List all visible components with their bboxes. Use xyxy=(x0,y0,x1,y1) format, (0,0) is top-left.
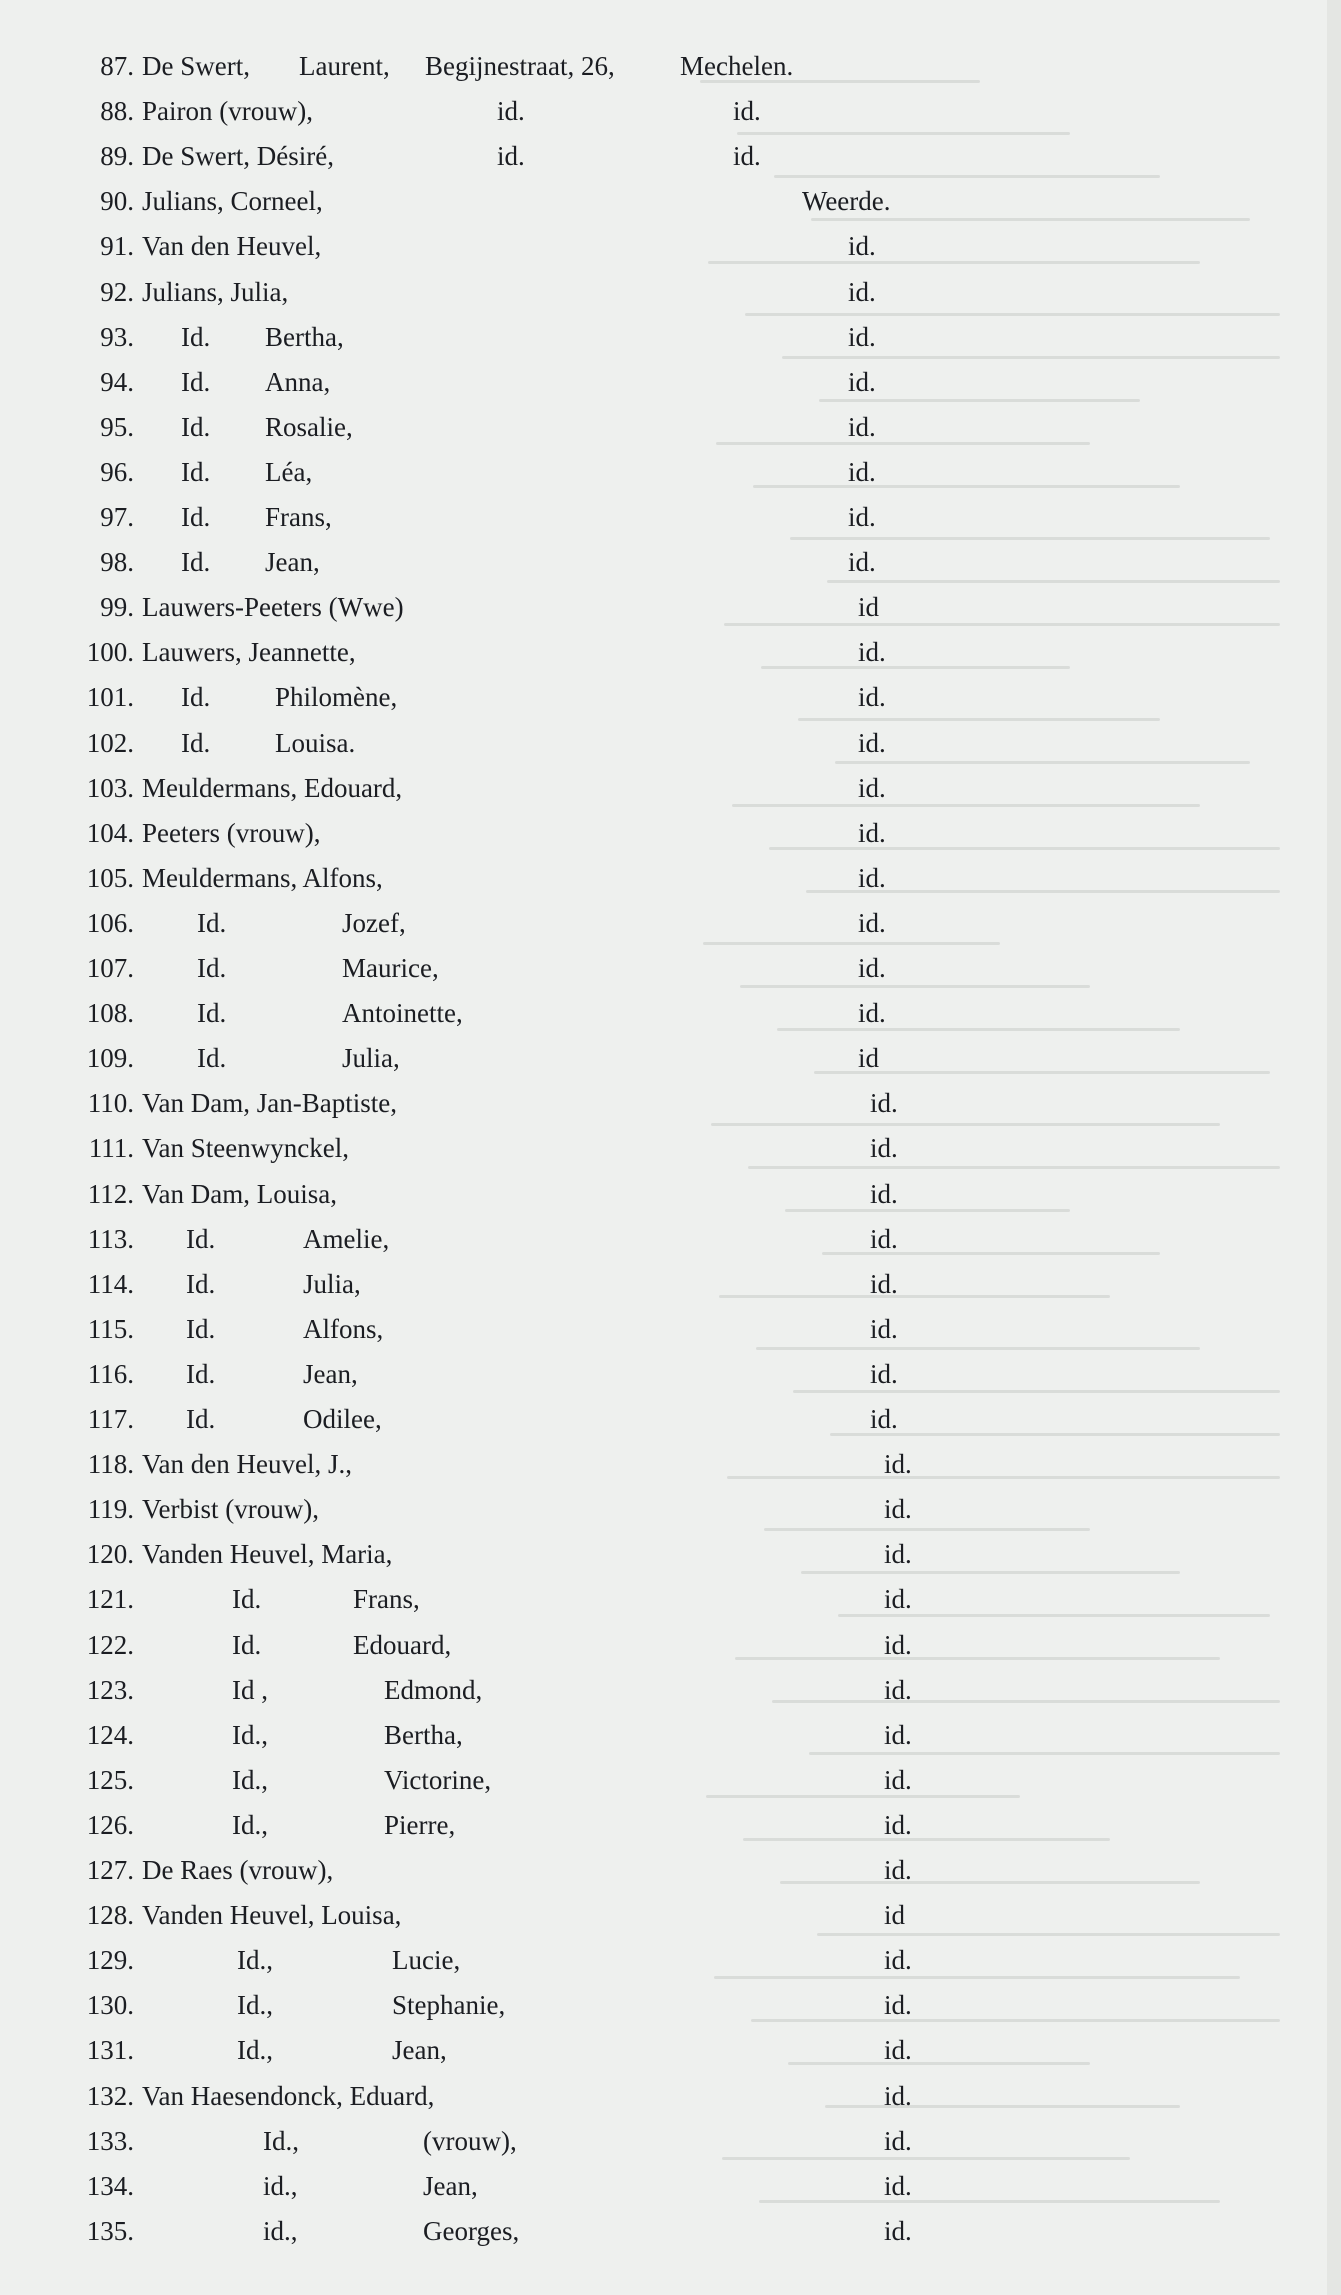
page-edge xyxy=(1327,0,1341,2295)
entry-place: id. xyxy=(870,1223,898,1254)
list-entry xyxy=(0,946,1341,990)
entry-number: 127. xyxy=(86,1855,134,1885)
entry-name: Lauwers-Peeters (Wwe) xyxy=(142,592,404,623)
entry-name: Vanden Heuvel, Maria, xyxy=(142,1539,393,1570)
list-entry xyxy=(0,901,1341,945)
entry-number: 134. xyxy=(86,2170,134,2201)
entry-place: id. xyxy=(858,862,886,893)
entry-name: Van den Heuvel, J., xyxy=(142,1449,352,1480)
entry-number: 125. xyxy=(86,1764,134,1795)
list-entry xyxy=(0,1713,1341,1757)
entry-name: Id. xyxy=(197,953,227,983)
entry-place: id. xyxy=(858,907,886,938)
entry-name: Vanden Heuvel, Louisa, xyxy=(142,1900,402,1931)
entry-name: Id. xyxy=(181,682,211,713)
list-entry xyxy=(0,1893,1341,1937)
entry-firstname: Victorine, xyxy=(384,1764,492,1795)
list-entry xyxy=(0,315,1341,359)
entry-firstname: Antoinette, xyxy=(342,998,463,1029)
list-entry xyxy=(0,1442,1341,1486)
entry-number: 95. xyxy=(100,411,134,442)
entry-name: Id. xyxy=(181,366,211,397)
list-entry xyxy=(0,1217,1341,1261)
entry-firstname: Frans, xyxy=(353,1584,420,1615)
entry-name: Pairon (vrouw), xyxy=(142,96,313,127)
entry-name: Id. xyxy=(181,411,211,442)
entry-place: id. xyxy=(848,547,876,578)
list-entry xyxy=(0,1983,1341,2027)
entry-place: id. xyxy=(858,817,886,848)
list-entry xyxy=(0,495,1341,539)
entry-place: id. xyxy=(870,1088,898,1119)
entry-number: 106. xyxy=(86,907,134,938)
entry-firstname: Léa, xyxy=(265,456,313,487)
entry-number: 89. xyxy=(100,141,134,172)
entry-place: id. xyxy=(884,2215,912,2246)
entry-place: Mechelen. xyxy=(680,51,794,81)
entry-number: 87. xyxy=(100,51,134,81)
list-entry xyxy=(0,721,1341,765)
entry-name: Id. xyxy=(197,998,227,1029)
entry-firstname: Louisa. xyxy=(275,727,356,758)
entry-place: id. xyxy=(848,321,876,352)
entry-name: Peeters (vrouw), xyxy=(142,817,321,848)
list-entry xyxy=(0,540,1341,584)
entry-number: 99. xyxy=(100,592,134,623)
list-entry xyxy=(0,1307,1341,1351)
entry-name: id., xyxy=(263,2170,298,2201)
entry-number: 129. xyxy=(86,1945,134,1976)
entry-firstname: Bertha, xyxy=(384,1719,463,1750)
list-entry xyxy=(0,1577,1341,1621)
list-entry xyxy=(0,1938,1341,1982)
entry-firstname: Georges, xyxy=(423,2215,520,2246)
entry-place: id. xyxy=(870,1133,898,1164)
entry-place: id. xyxy=(848,456,876,487)
entry-place: id. xyxy=(858,727,886,758)
entry-number: 88. xyxy=(100,96,134,127)
entry-place: Weerde. xyxy=(802,186,891,217)
entry-place: id. xyxy=(884,2170,912,2201)
entry-place: id. xyxy=(884,1945,912,1976)
entry-place: id. xyxy=(858,637,886,668)
list-entry xyxy=(0,675,1341,719)
entry-place: id. xyxy=(884,1629,912,1660)
entry-name: Id. xyxy=(186,1268,216,1299)
list-entry xyxy=(0,1397,1341,1441)
list-entry xyxy=(0,405,1341,449)
entry-name: Verbist (vrouw), xyxy=(142,1494,319,1525)
entry-name: Id. xyxy=(186,1223,216,1254)
entry-firstname: Rosalie, xyxy=(265,411,353,442)
list-entry xyxy=(0,1532,1341,1576)
entry-number: 122. xyxy=(86,1629,134,1660)
entry-name: Id. xyxy=(232,1584,262,1615)
entry-place: id. xyxy=(733,141,761,172)
entry-firstname: Jean, xyxy=(303,1358,358,1389)
entry-firstname: Maurice, xyxy=(342,953,439,983)
entry-name: Van Dam, Louisa, xyxy=(142,1178,337,1209)
list-entry xyxy=(0,1036,1341,1080)
entry-firstname: Philomène, xyxy=(275,682,398,713)
list-entry xyxy=(0,856,1341,900)
entry-number: 110. xyxy=(87,1088,134,1119)
entry-place: id. xyxy=(884,1674,912,1705)
entry-number: 98. xyxy=(100,547,134,578)
entry-number: 113. xyxy=(87,1223,134,1254)
list-entry xyxy=(0,1487,1341,1531)
entry-firstname: Amelie, xyxy=(303,1223,390,1254)
list-entry xyxy=(0,1848,1341,1892)
list-entry xyxy=(0,585,1341,629)
entry-address: Begijnestraat, 26, xyxy=(425,51,615,81)
entry-name: De Swert, Désiré, xyxy=(142,141,334,172)
entry-number: 108. xyxy=(86,998,134,1029)
entry-place: id. xyxy=(858,772,886,803)
entry-number: 126. xyxy=(86,1809,134,1840)
entry-place: id. xyxy=(870,1358,898,1389)
entry-firstname: Edouard, xyxy=(353,1629,452,1660)
list-entry xyxy=(0,179,1341,223)
entry-number: 132. xyxy=(86,2080,134,2111)
list-entry xyxy=(0,2119,1341,2163)
entry-name: Id., xyxy=(232,1719,268,1750)
entry-name: Lauwers, Jeannette, xyxy=(142,637,356,668)
entry-name: Id., xyxy=(232,1809,268,1840)
entry-number: 105. xyxy=(86,862,134,893)
entry-number: 104. xyxy=(86,817,134,848)
entry-number: 93. xyxy=(100,321,134,352)
list-entry xyxy=(0,2028,1341,2072)
entry-place: id. xyxy=(858,998,886,1029)
list-entry xyxy=(0,2074,1341,2118)
entry-place: id. xyxy=(848,502,876,532)
entry-name: Id. xyxy=(181,547,211,578)
entry-name: Id. xyxy=(181,727,211,758)
entry-firstname: Edmond, xyxy=(384,1674,483,1705)
entry-place: id. xyxy=(884,1584,912,1615)
list-entry xyxy=(0,811,1341,855)
entry-firstname: Stephanie, xyxy=(392,1990,506,2021)
entry-place: id. xyxy=(884,1809,912,1840)
entry-place: id. xyxy=(884,2125,912,2156)
entry-address: id. xyxy=(497,141,525,172)
list-entry xyxy=(0,1668,1341,1712)
entry-place: id xyxy=(858,592,880,623)
entry-name: Id., xyxy=(232,1764,268,1795)
entry-name: Van den Heuvel, xyxy=(142,231,322,262)
entry-number: 96. xyxy=(100,456,134,487)
entry-place: id. xyxy=(884,2080,912,2111)
entry-number: 119. xyxy=(87,1494,134,1525)
list-entry xyxy=(0,360,1341,404)
list-entry xyxy=(0,1352,1341,1396)
entry-place: id. xyxy=(870,1178,898,1209)
entry-name: id., xyxy=(263,2215,298,2246)
entry-place: id. xyxy=(848,366,876,397)
entry-firstname: Jean, xyxy=(423,2170,478,2201)
entry-place: id. xyxy=(733,96,761,127)
entry-name: Van Haesendonck, Eduard, xyxy=(142,2080,435,2111)
entry-place: id. xyxy=(884,2035,912,2066)
entry-place: id. xyxy=(884,1855,912,1885)
entry-number: 117. xyxy=(87,1404,134,1434)
entry-number: 131. xyxy=(86,2035,134,2066)
entry-number: 133. xyxy=(86,2125,134,2156)
entry-number: 128. xyxy=(86,1900,134,1931)
entry-number: 120. xyxy=(86,1539,134,1570)
entry-name: Meuldermans, Alfons, xyxy=(142,862,383,893)
entry-number: 109. xyxy=(86,1043,134,1074)
list-entry xyxy=(0,1172,1341,1216)
entry-firstname: Frans, xyxy=(265,502,332,532)
entry-firstname: Jean, xyxy=(392,2035,447,2066)
entry-firstname: Pierre, xyxy=(384,1809,456,1840)
entry-number: 130. xyxy=(86,1990,134,2021)
list-entry xyxy=(0,1081,1341,1125)
entry-place: id. xyxy=(884,1449,912,1480)
entry-number: 100. xyxy=(86,637,134,668)
entry-place: id. xyxy=(884,1990,912,2021)
entry-firstname: Laurent, xyxy=(299,51,390,81)
list-entry xyxy=(0,1126,1341,1170)
entry-name: Id. xyxy=(181,456,211,487)
entry-firstname: Anna, xyxy=(265,366,331,397)
entry-firstname: Jean, xyxy=(265,547,320,578)
entry-place: id. xyxy=(858,682,886,713)
entry-number: 107. xyxy=(86,953,134,983)
list-entry xyxy=(0,89,1341,133)
entry-place: id xyxy=(884,1900,906,1931)
entry-name: Id. xyxy=(181,502,211,532)
entry-firstname: Jozef, xyxy=(342,907,406,938)
list-entry xyxy=(0,2164,1341,2208)
entry-number: 114. xyxy=(87,1268,134,1299)
list-entry xyxy=(0,991,1341,1035)
list-entry xyxy=(0,450,1341,494)
entry-number: 111. xyxy=(88,1133,134,1164)
entry-name: De Swert, xyxy=(142,51,250,81)
entry-number: 102. xyxy=(86,727,134,758)
entry-place: id. xyxy=(870,1404,898,1434)
entry-name: Meuldermans, Edouard, xyxy=(142,772,403,803)
entry-number: 101. xyxy=(86,682,134,713)
entry-name: Id., xyxy=(263,2125,299,2156)
entry-firstname: Julia, xyxy=(342,1043,400,1074)
entry-number: 97. xyxy=(100,502,134,532)
entry-place: id. xyxy=(848,411,876,442)
entry-name: Julians, Julia, xyxy=(142,276,289,307)
entry-address: id. xyxy=(497,96,525,127)
entry-name: Van Steenwynckel, xyxy=(142,1133,349,1164)
entry-name: Id., xyxy=(237,1990,273,2021)
entry-number: 118. xyxy=(87,1449,134,1480)
list-entry xyxy=(0,134,1341,178)
entry-number: 123. xyxy=(86,1674,134,1705)
list-entry xyxy=(0,1262,1341,1306)
entry-number: 92. xyxy=(100,276,134,307)
entry-name: Id. xyxy=(197,1043,227,1074)
entry-place: id. xyxy=(870,1313,898,1344)
entry-name: Id. xyxy=(197,907,227,938)
entry-place: id. xyxy=(884,1539,912,1570)
entry-name: De Raes (vrouw), xyxy=(142,1855,334,1885)
entry-number: 116. xyxy=(87,1358,134,1389)
entry-name: Id. xyxy=(186,1313,216,1344)
list-entry xyxy=(0,2209,1341,2253)
entry-name: Id , xyxy=(232,1674,268,1705)
entry-name: Julians, Corneel, xyxy=(142,186,323,217)
entry-name: Id., xyxy=(237,2035,273,2066)
entry-firstname: Bertha, xyxy=(265,321,344,352)
list-entry xyxy=(0,1758,1341,1802)
entry-number: 90. xyxy=(100,186,134,217)
list-entry xyxy=(0,630,1341,674)
entry-name: Id. xyxy=(186,1358,216,1389)
entry-place: id. xyxy=(870,1268,898,1299)
entry-place: id. xyxy=(884,1494,912,1525)
list-entry xyxy=(0,1623,1341,1667)
list-entry xyxy=(0,270,1341,314)
entry-name: Id., xyxy=(237,1945,273,1976)
entry-name: Id. xyxy=(181,321,211,352)
entry-number: 91. xyxy=(100,231,134,262)
entry-name: Van Dam, Jan-Baptiste, xyxy=(142,1088,397,1119)
entry-firstname: Lucie, xyxy=(392,1945,461,1976)
entry-number: 115. xyxy=(87,1313,134,1344)
entry-place: id. xyxy=(884,1719,912,1750)
entry-number: 94. xyxy=(100,366,134,397)
entry-place: id. xyxy=(884,1764,912,1795)
entry-name: Id. xyxy=(232,1629,262,1660)
entry-number: 103. xyxy=(86,772,134,803)
list-entry xyxy=(0,766,1341,810)
list-entry xyxy=(0,1803,1341,1847)
entry-place: id. xyxy=(848,231,876,262)
entry-number: 112. xyxy=(87,1178,134,1209)
entry-place: id. xyxy=(858,953,886,983)
entry-firstname: Julia, xyxy=(303,1268,361,1299)
entry-place: id xyxy=(858,1043,880,1074)
list-entry xyxy=(0,224,1341,268)
list-entry xyxy=(0,44,1341,88)
entry-firstname: Odilee, xyxy=(303,1404,382,1434)
entry-number: 124. xyxy=(86,1719,134,1750)
entry-place: id. xyxy=(848,276,876,307)
entry-number: 121. xyxy=(86,1584,134,1615)
entry-firstname: (vrouw), xyxy=(423,2125,517,2156)
entry-firstname: Alfons, xyxy=(303,1313,384,1344)
entry-name: Id. xyxy=(186,1404,216,1434)
entry-number: 135. xyxy=(86,2215,134,2246)
